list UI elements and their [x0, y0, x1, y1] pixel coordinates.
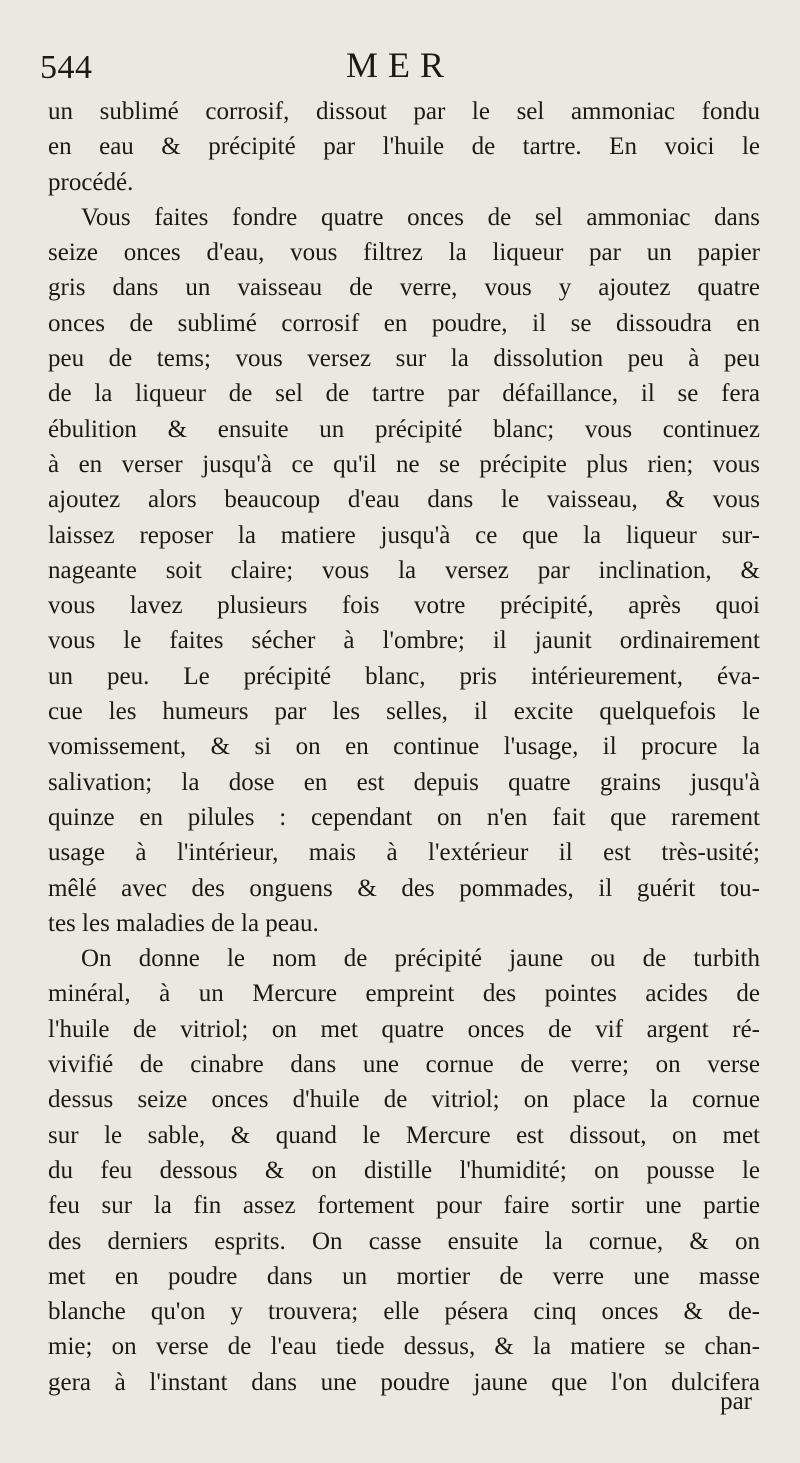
text-line: mêlé avec des onguens & des pommades, il guérit tou-	[48, 874, 760, 902]
text-line: procédé.	[48, 168, 134, 196]
text-line: peu de tems; vous versez sur la dissolution peu à peu	[48, 345, 760, 373]
text-line: du feu dessous & on distille l'humidité; on pousse le	[48, 1156, 760, 1184]
text-line: ajoutez alors beaucoup d'eau dans le vaisseau, & vous	[48, 486, 760, 514]
body-text	[48, 94, 760, 1400]
text-line: sur le sable, & quand le Mercure est dissout, on met	[48, 1121, 760, 1149]
text-line: dessus seize onces d'huile de vitriol; on place la cornue	[48, 1086, 760, 1114]
text-line: salivation; la dose en est depuis quatre grains jusqu'à	[48, 768, 760, 796]
text-line: vous le faites sécher à l'ombre; il jaunit ordinairement	[48, 627, 760, 655]
text-line: nageante soit claire; vous la versez par inclination, &	[48, 556, 760, 584]
page-number: 544	[40, 49, 93, 86]
text-line: onces de sublimé corrosif en poudre, il se dissoudra en	[48, 309, 760, 337]
text-line: minéral, à un Mercure empreint des pointes acides de	[48, 980, 760, 1008]
text-line: feu sur la fin assez fortement pour faire sortir une partie	[48, 1192, 760, 1220]
text-line: vivifié de cinabre dans une cornue de verre; on verse	[48, 1051, 760, 1079]
text-line: gera à l'instant dans une poudre jaune que l'on dulcifera	[48, 1368, 760, 1396]
text-line: seize onces d'eau, vous filtrez la liqueur par un papier	[48, 239, 760, 267]
text-line: vomissement, & si on en continue l'usage, il procure la	[48, 733, 760, 761]
catchword: par	[720, 1388, 752, 1415]
text-line: laissez reposer la matiere jusqu'à ce que la liqueur sur-	[48, 521, 760, 549]
text-line: en eau & précipité par l'huile de tartre. En voici le	[48, 133, 760, 161]
text-line: un sublimé corrosif, dissout par le sel ammoniac fondu	[48, 98, 760, 125]
text-line: quinze en pilules : cependant on n'en fait que rarement	[48, 803, 760, 831]
text-line: ébulition & ensuite un précipité blanc; vous continuez	[48, 415, 760, 443]
text-line: un peu. Le précipité blanc, pris intérieurement, éva-	[48, 662, 760, 690]
text-line: vous lavez plusieurs fois votre précipité, après quoi	[48, 592, 760, 620]
text-line: gris dans un vaisseau de verre, vous y ajoutez quatre	[48, 274, 760, 302]
text-line: des derniers esprits. On casse ensuite la cornue, & on	[48, 1227, 760, 1255]
running-head: MER	[345, 45, 454, 85]
text-line: à en verser jusqu'à ce qu'il ne se précipite plus rien; vous	[48, 450, 760, 478]
text-line: met en poudre dans un mortier de verre une masse	[48, 1262, 760, 1290]
text-line: de la liqueur de sel de tartre par défaillance, il se fera	[48, 380, 760, 408]
text-line: On donne le nom de précipité jaune ou de turbith	[81, 945, 760, 973]
text-line: cue les humeurs par les selles, il excite quelquefois le	[48, 698, 760, 726]
text-line: Vous faites fondre quatre onces de sel ammoniac dans	[81, 203, 760, 231]
text-line: mie; on verse de l'eau tiede dessus, & la matiere se chan-	[48, 1333, 760, 1361]
text-line: usage à l'intérieur, mais à l'extérieur il est très-usité;	[48, 839, 760, 867]
text-line: tes les maladies de la peau.	[48, 909, 319, 937]
text-line: l'huile de vitriol; on met quatre onces de vif argent ré-	[48, 1015, 760, 1043]
text-line: blanche qu'on y trouvera; elle pésera cinq onces & de-	[48, 1298, 760, 1326]
